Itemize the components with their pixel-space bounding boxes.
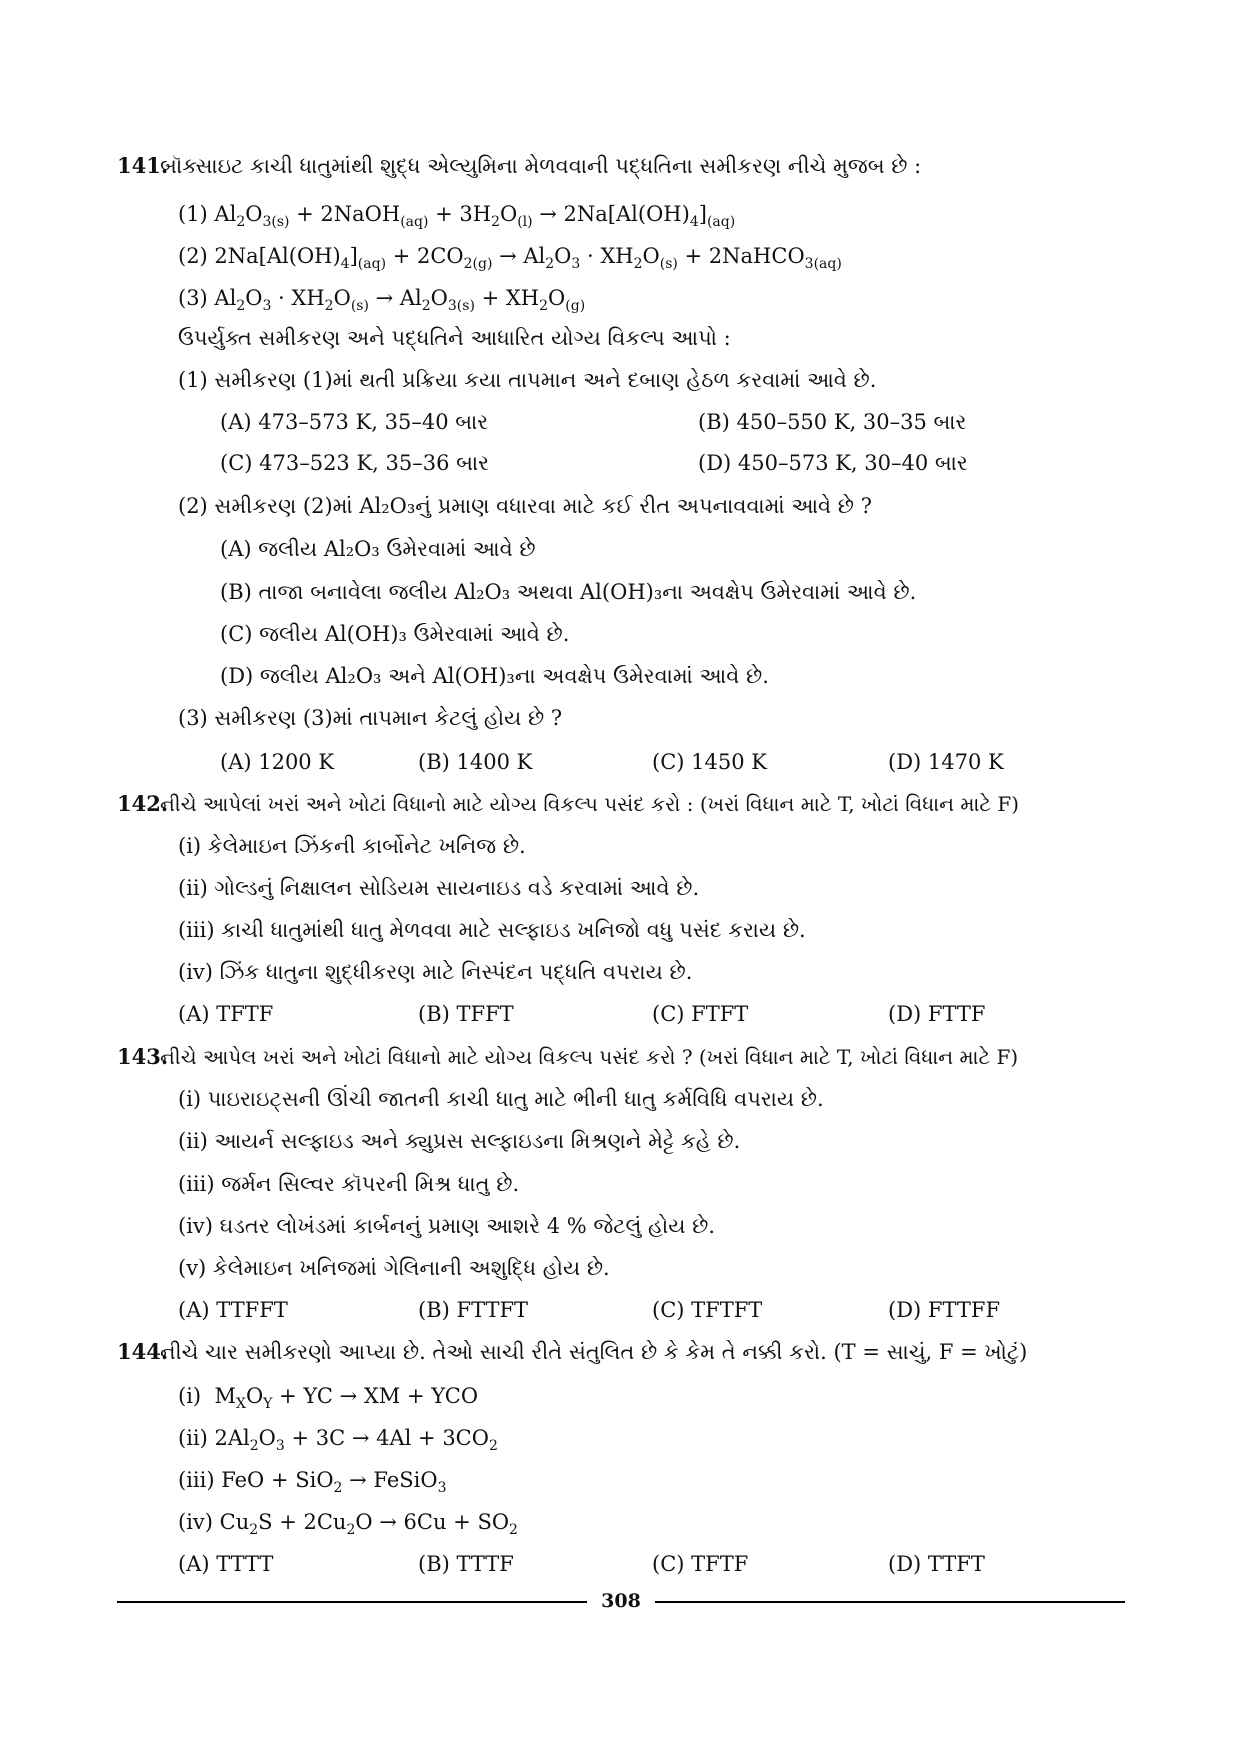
statement-143-v: (v) કેલેમાઇન ખનિજમાં ગેલિનાની અશુદ્ધિ હોય છે. (178, 1256, 610, 1280)
footer-rule-right (655, 1601, 1125, 1603)
equation-1: (1) $Al_2O_{3(s)}$ + 2NaOH$_{(aq)}$ + $3H_2O_{(l)} \to 2Na[Al(OH)_4]_{(aq)}$ (178, 202, 736, 230)
statement-143-ii: (ii) આયર્ન સલ્ફાઇડ અને ક્યુપ્રસ સલ્ફાઇડના મિશ્રણને મેટ્ટે કહે છે. (178, 1129, 741, 1153)
question-141-intro: બૉક્સાઇટ કાચી ધાતુમાંથી શુદ્ધ એલ્યુમિના મેળવવાની પદ્ધતિના સમીકરણ નીચે મુજબ છે : (160, 154, 922, 178)
statement-142-iii: (iii) કાચી ધાતુમાંથી ધાતુ મેળવવા માટે સલ્ફાઇડ ખનિજો વધુ પસંદ કરાય છે. (178, 918, 806, 942)
sub3-option-b: (B) 1400 K (418, 750, 533, 774)
q142-option-d: (D) FTTF (888, 1002, 986, 1026)
sub-question-1: (1) સમીકરણ (1)માં થતી પ્રક્રિયા કયા તાપમાન અને દબાણ હેઠળ કરવામાં આવે છે. (178, 368, 877, 392)
sub1-option-d: (D) 450–573 K, 30–40 બાર (698, 451, 968, 475)
sub1-option-a: (A) 473–573 K, 35–40 બાર (220, 410, 489, 434)
sub3-option-c: (C) 1450 K (652, 750, 767, 774)
q142-option-b: (B) TFFT (418, 1002, 514, 1026)
question-number-143: 143. (117, 1044, 169, 1069)
statement-142-iv: (iv) ઝિંક ધાતુના શુદ્ધીકરણ માટે નિસ્પંદન પદ્ધતિ વપરાય છે. (178, 960, 693, 984)
q143-option-d: (D) FTTFF (888, 1298, 1001, 1322)
statement-143-iv: (iv) ઘડતર લોખંડમાં કાર્બનનું પ્રમાણ આશરે 4 % જેટલું હોય છે. (178, 1214, 715, 1238)
statement-142-i: (i) કેલેમાઇન ઝિંકની કાર્બોનેટ ખનિજ છે. (178, 834, 526, 858)
q143-option-c: (C) TFTFT (652, 1298, 763, 1322)
sub2-option-a: (A) જલીય Al₂O₃ ઉમેરવામાં આવે છે (220, 537, 536, 561)
question-142-intro: નીચે આપેલાં ખરાં અને ખોટાં વિધાનો માટે યોગ્ય વિકલ્પ પસંદ કરો : (ખરાં વિધાન માટે T, ખોટાં વિધાન માટે F) (160, 792, 1020, 816)
sub-question-3: (3) સમીકરણ (3)માં તાપમાન કેટલું હોય છે ? (178, 706, 563, 730)
footer-rule-left (117, 1601, 587, 1603)
sub2-option-c: (C) જલીય Al(OH)₃ ઉમેરવામાં આવે છે. (220, 622, 570, 646)
statement-143-i: (i) પાઇરાઇટ્સની ઊંચી જાતની કાચી ધાતુ માટે ભીની ધાતુ કર્મવિધિ વપરાય છે. (178, 1087, 824, 1111)
q142-option-a: (A) TFTF (178, 1002, 274, 1026)
sub1-option-b: (B) 450–550 K, 30–35 બાર (698, 410, 967, 434)
equation-2: (2) $2Na[Al(OH)_4]_{(aq)} + 2CO_{2(g)} \to Al_2O_3 \cdot XH_2O_{(s)}$ + 2NaHCO$_{3(aq)}$ (178, 244, 842, 272)
q143-option-b: (B) FTTFT (418, 1298, 529, 1322)
sub2-option-b: (B) તાજા બનાવેલા જલીય Al₂O₃ અથવા Al(OH)₃ના અવક્ષેપ ઉમેરવામાં આવે છે. (220, 580, 917, 604)
q143-option-a: (A) TTFFT (178, 1298, 288, 1322)
sub1-option-c: (C) 473–523 K, 35–36 બાર (220, 451, 489, 475)
sub-question-2: (2) સમીકરણ (2)માં Al₂O₃નું પ્રમાણ વધારવા માટે કઈ રીત અપનાવવામાં આવે છે ? (178, 494, 872, 518)
question-143-intro: નીચે આપેલ ખરાં અને ખોટાં વિધાનો માટે યોગ્ય વિકલ્પ પસંદ કરો ? (ખરાં વિધાન માટે T, ખોટાં વિધાન માટે F) (160, 1045, 1019, 1069)
equation-3: (3) $Al_2O_3 \cdot XH_2O_{(s)} \to Al_2O_{3(s)} + XH_2O_{(g)}$ (178, 286, 586, 314)
sub3-option-a: (A) 1200 K (220, 750, 335, 774)
equation-144-ii: (ii) $2Al_2O_3 + 3C \to 4Al + 3CO_2$ (178, 1426, 498, 1454)
page-number: 308 (601, 1590, 641, 1612)
q144-option-c: (C) TFTF (652, 1552, 749, 1576)
equation-144-iii: (iii) FeO + SiO$_2$ → FeSiO$_3$ (178, 1468, 447, 1496)
equation-144-i: (i) $M_XO_Y$ + YC → XM + YCO (178, 1384, 479, 1412)
statement-142-ii: (ii) ગોલ્ડનું નિક્ષાલન સોડિયમ સાયનાઇડ વડે કરવામાં આવે છે. (178, 876, 700, 900)
equation-144-iv: (iv) $Cu_2S + 2Cu_2O \to 6Cu + SO_2$ (178, 1510, 518, 1538)
sub2-option-d: (D) જલીય Al₂O₃ અને Al(OH)₃ના અવક્ષેપ ઉમેરવામાં આવે છે. (220, 664, 769, 688)
question-number-141: 141. (117, 153, 169, 178)
q144-option-a: (A) TTTT (178, 1552, 274, 1576)
q142-option-c: (C) FTFT (652, 1002, 749, 1026)
question-number-142: 142. (117, 791, 169, 816)
q144-option-b: (B) TTTF (418, 1552, 514, 1576)
sub3-option-d: (D) 1470 K (888, 750, 1004, 774)
question-144-intro: નીચે ચાર સમીકરણો આપ્યા છે. તેઓ સાચી રીતે સંતુલિત છે કે કેમ તે નક્કી કરો. (T = સાચું, F = ખોટું) (160, 1340, 1028, 1364)
q144-option-d: (D) TTFT (888, 1552, 985, 1576)
question-141-instruction: ઉપર્યુક્ત સમીકરણ અને પદ્ધતિને આધારિત યોગ્ય વિકલ્પ આપો : (178, 326, 731, 350)
statement-143-iii: (iii) જર્મન સિલ્વર કૉપરની મિશ્ર ધાતુ છે. (178, 1172, 520, 1196)
question-number-144: 144. (117, 1339, 169, 1364)
